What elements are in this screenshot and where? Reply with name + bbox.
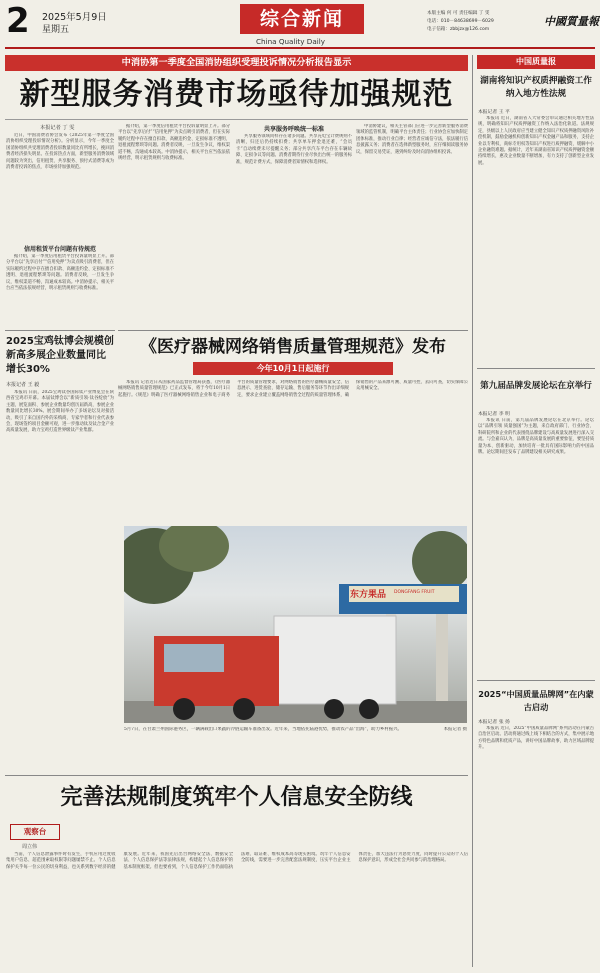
exports-text: 本报讯 日前，2025宝鸡钛谷国际钛产业博览会在陕西省宝鸡市开幕。本届钛博会以“新质引领·钛谷绽放”为主题，展览面积、参展企业数量均创历届新高，参展企业数量同比增长30%。展会期间举办了多场论坛及对接活动，吸引了来自国内外的采购商、专家学者和行业代表参会，现场签约项目金额可观，进一步推动钛及钛合金产业高质量发展，助力宝鸡打造世界级钛产业集群。: [6, 390, 114, 434]
news-photo: [124, 526, 467, 723]
sidebar-divider-2: [477, 368, 595, 369]
medical-subhead-banner: [193, 362, 393, 375]
consumer-col1b: [6, 254, 114, 324]
consumer-headline: 新型服务消费市场亟待加强规范: [19, 77, 454, 112]
photo-caption-box: [124, 727, 467, 747]
issue-weekday: 星期五: [42, 25, 70, 35]
photo-caption: 5月7日，在甘肃兰州国际港务区，一辆满载出口果蔬的冷链运输车准备出发。近年来，当地依托陆港优势，推动农产品“出海”，助力乡村振兴。: [124, 727, 402, 732]
section-title-banner: [240, 4, 364, 34]
privacy-headline: 完善法规制度筑牢个人信息安全防线: [60, 785, 413, 810]
consumer-col2: [118, 124, 230, 324]
privacy-divider-top: [5, 775, 468, 776]
consumer-byline: 本报记者 丁 雯: [40, 125, 75, 131]
sidebar-article1-headline: 湖南将知识产权质押融资工作纳入地方性法规: [480, 76, 592, 99]
sidebar-article3-byline: 本报记者 张 扬: [478, 720, 510, 725]
sidebar-article2-text: 本报讯 日前，第九届品牌发展论坛在北京举行。论坛以“品牌引领 质量强国”为主题，来自政府部门、行业协会、科研院所和企业的代表围绕品牌建设与高质量发展进行深入交流。与会嘉宾认为，品牌是高质量发展的重要象征，要坚持质量为本、创新驱动，加快培育一批具有国际影响力的中国品牌。论坛期间还发布了品牌建设相关研究成果。: [478, 418, 594, 456]
exports-headline: 2025宝鸡钛博会规模创新高多展企业数量同比增长30%: [6, 336, 114, 375]
medical-subhead: 今年10月1日起施行: [256, 364, 330, 373]
exports-body: [6, 390, 114, 770]
kicker-banner: [5, 55, 468, 71]
header-rule: [5, 47, 595, 49]
medical-body: [118, 380, 468, 520]
editor-line: 本版主编 何 可 责任编辑 丁 雯: [427, 11, 490, 16]
exports-byline: 本报记者 王 毅: [6, 382, 40, 388]
sidebar-article2-headline: 第九届品牌发展论坛在京举行: [480, 381, 592, 391]
photo-sign-en: DONGFANG FRUIT: [394, 590, 435, 595]
photo-scene: [124, 526, 467, 723]
column-label-box: [10, 824, 60, 840]
page-number: 2: [6, 1, 30, 41]
consumer-col1-text: 近日，中国消费者协会发布《2025年第一季度全国消协组织受理投诉情况分析》。分析显示，今年一季度全国消协组织共受理消费者投诉数量同比有所增长，挽回消费者经济损失明显。在投诉热点方面，新型服务消费领域问题较为突出，信用租赁、共享服务、预付式消费等成为消费者投诉的焦点，市场亟待加强规范。: [6, 133, 114, 171]
sidebar-article1-byline: 本报记者 王 平: [478, 110, 510, 115]
sidebar-header-banner: [477, 55, 595, 69]
sidebar-article3-headline: 2025“中国质量品牌网”在内蒙古启动: [478, 689, 594, 712]
medical-headline: 《医疗器械网络销售质量管理规范》发布: [140, 337, 446, 357]
section-title: 综合新闻: [259, 8, 344, 30]
column-label: 观察台: [23, 827, 47, 836]
sidebar-header: 中国质量报: [516, 57, 556, 66]
phone-line: 电话：010－84638699－6029: [427, 19, 494, 24]
sidebar-article3-body: [478, 726, 594, 966]
medical-text: 本报讯 记者近日从国家药品监督管理局获悉，《医疗器械网络销售质量管理规范》已正式发布，将于今年10月1日起施行。《规范》明确了医疗器械网络销售企业和电子商务平台的质量管理要求，对网络销售的医疗器械质量安全、信息展示、进货查验、储存运输、售后服务等环节作出详细规定，要求企业建立覆盖网络销售全过程的质量管理体系，确保销售的产品来源可溯、质量可控、去向可查，切实保障公众用械安全。: [118, 380, 468, 398]
privacy-body: [6, 852, 468, 968]
sidebar-article1-text: 本报讯 近日，湖南省人大常委会审议通过相关地方性法规，明确将知识产权质押融资工作纳入法治化轨道。法规规定，县级以上人民政府应当建立健全知识产权质押融资风险补偿机制，鼓励金融机构创新知识产权金融产品和服务，支持企业以专利权、商标专用权等知识产权进行质押融资，缓解中小企业融资难题。据统计，近年来湖南省知识产权质押融资金额持续增长，惠及企业数量不断增加，有力支持了创新型企业发展。: [478, 116, 594, 166]
email-line: 电子信箱：zbbjzx@126.com: [427, 27, 490, 32]
medical-divider-top: [118, 330, 468, 331]
consumer-col1: [6, 133, 114, 241]
sidebar-article1-body: [478, 116, 594, 356]
consumer-subhead-1: 信用租赁平台问题有待规范: [23, 246, 96, 253]
consumer-kicker: 中消协第一季度全国消协组织受理投诉情况分析报告显示: [121, 57, 352, 68]
sidebar-article2-body: [478, 418, 594, 668]
consumer-subhead-2: 共享服务呼唤统一标准: [263, 126, 324, 133]
consumer-col3-text: 共享服务领域同样存在诸多问题。共享充电宝计费规则不清晰，归还后仍持续扣费；共享单车押金退还难，“会员卡”自动续费未尽提醒义务；部分共享汽车平台存在车辆故障、定损争议等问题。消费者期待行业尽快出台统一的服务标准，规范计费方式，保障消费者知情权和选择权。: [236, 134, 352, 165]
privacy-text: 当前，个人信息泄露事件时有发生，手机应用过度收集用户信息、超范围索取权限等问题屡禁不止。个人信息保护关乎每一位公民的切身利益，也关系到数字经济的健康发展。近年来，我国先后出台网络安全法、数据安全法、个人信息保护法等法律法规，构建起个人信息保护的基本制度框架。但也要看到，个人信息保护工作仍面临执法难、取证难、维权成本高等现实困境。筑牢个人信息安全防线，需要进一步完善配套法规制度，压实平台企业主体责任，加大违法行为惩处力度，同时提升公众的个人信息保护意识，形成全社会共同参与的治理格局。: [6, 852, 468, 870]
consumer-col4: [356, 124, 468, 324]
consumer-col4-text: 中消协建议，相关主管部门应进一步完善新型服务消费领域的监管机制，明确平台主体责任；行业协会应加快制定团体标准，推动行业自律；经营者应诚信守法，依法履行信息披露义务；消费者在选择新型服务时，应仔细阅读服务协议，保留交易凭证，遇到纠纷及时向消协组织投诉。: [356, 124, 468, 155]
sidebar-article3-text: 本报讯 近日，2025“中国质量品牌网”系列活动在内蒙古自治区启动。活动将通过线上线下相结合的方式，集中展示地方特色品牌和优质产品，讲好中国品牌故事，助力区域品牌提升。: [478, 726, 594, 751]
section-subtitle: China Quality Daily: [256, 37, 325, 46]
sidebar-divider: [472, 55, 473, 967]
photo-credit: 本报记者 摄: [443, 727, 467, 732]
consumer-col2-text: 据介绍，第一季度信用租赁平台投诉量明显上升。部分平台以“先享后付”“信用免押”为卖点吸引消费者，但在实际履约过程中存在擅自扣款、高额违约金、定损标准不透明、退租流程繁琐等问题。消费者反映，一旦发生争议，维权渠道不畅，沟通成本较高。中消协提示，相关平台应当依法依规经营，明示租赁规则与收费标准。: [6, 254, 114, 292]
sidebar-article2-byline: 本报记者 李 明: [478, 412, 510, 417]
consumer-col2-extra: 据介绍，第一季度信用租赁平台投诉量明显上升。部分平台以“先享后付”“信用免押”为卖点吸引消费者，但在实际履约过程中存在擅自扣款、高额违约金、定损标准不透明、退租流程繁琐等问题。消费者反映，一旦发生争议，维权渠道不畅，沟通成本较高。中消协提示，相关平台应当依法依规经营，明示租赁规则与收费标准。: [118, 124, 230, 162]
masthead-logo: 中國質量報: [544, 15, 599, 28]
consumer-col3: [236, 134, 352, 324]
photo-sign-cn: 东方果品: [350, 590, 387, 600]
sidebar-divider-3: [477, 680, 595, 681]
consumer-divider: [5, 119, 468, 120]
exports-divider-top: [5, 330, 115, 331]
page-header: [0, 0, 600, 46]
issue-date: 2025年5月9日: [42, 12, 107, 23]
privacy-byline: 周立伟: [22, 844, 38, 850]
